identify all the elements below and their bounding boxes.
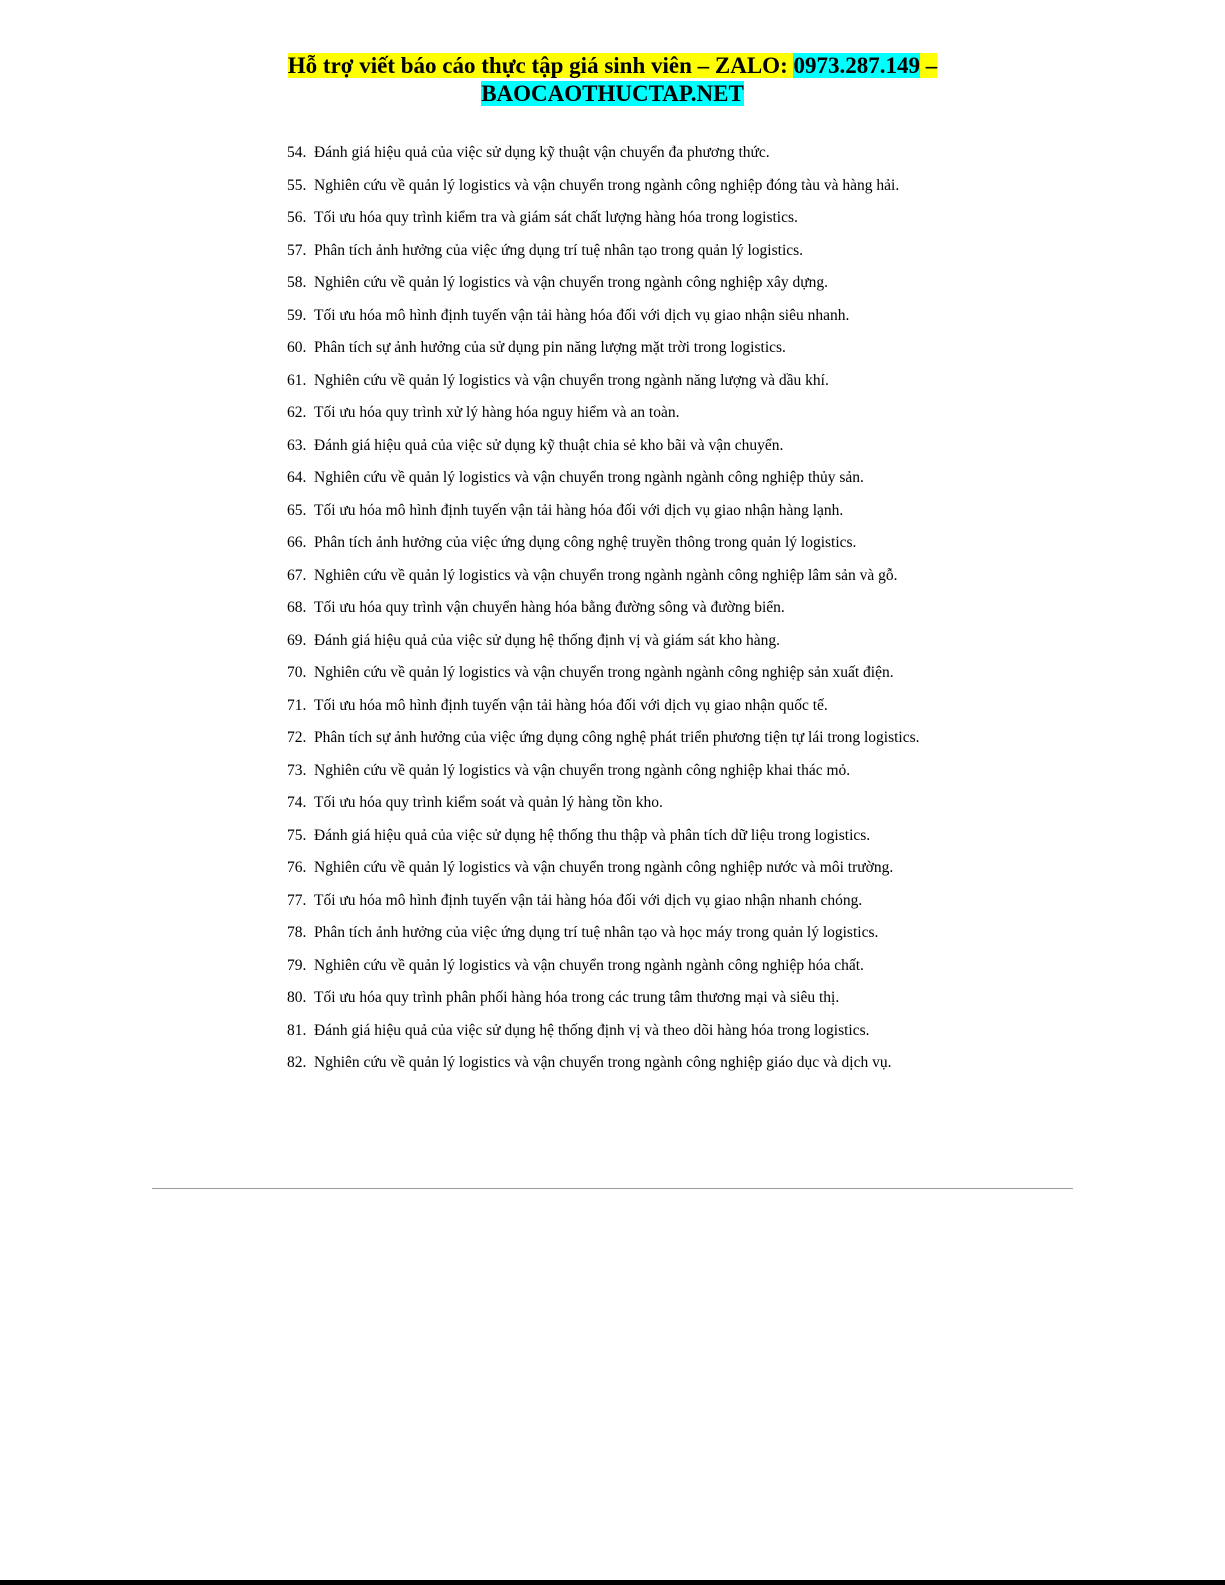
list-item-text: Tối ưu hóa mô hình định tuyến vận tải hàng hóa đối với dịch vụ giao nhận siêu nhanh. — [314, 306, 850, 324]
list-item-number: 65. — [287, 501, 307, 519]
list-item-number: 59. — [287, 306, 307, 324]
list-item-number: 62. — [287, 404, 307, 421]
list-item-number: 71. — [287, 696, 307, 714]
header-line-2 — [0, 80, 1225, 108]
list-item-number: 72. — [287, 729, 307, 746]
list-item-text: Nghiên cứu về quản lý logistics và vận chuyển trong ngành ngành công nghiệp lâm sản và gỗ. — [314, 566, 898, 584]
list-item — [287, 787, 920, 820]
list-item — [287, 755, 920, 788]
list-item-text: Nghiên cứu về quản lý logistics và vận chuyển trong ngành công nghiệp xây dựng. — [314, 274, 828, 291]
list-item-number: 73. — [287, 761, 307, 779]
page-bottom-edge — [0, 1580, 1225, 1585]
list-item-number: 68. — [287, 599, 307, 616]
list-item-number: 76. — [287, 859, 307, 876]
list-item — [287, 885, 920, 918]
list-item — [287, 267, 920, 300]
list-item-number: 64. — [287, 469, 307, 486]
list-item-number: 57. — [287, 241, 307, 259]
list-item — [287, 950, 920, 983]
header-website: BAOCAOTHUCTAP.NET — [481, 81, 744, 106]
list-item — [287, 527, 920, 560]
topic-list — [287, 137, 920, 1080]
list-item — [287, 982, 920, 1015]
list-item-text: Phân tích sự ảnh hưởng của việc ứng dụng công nghệ phát triển phương tiện tự lái trong logistics. — [314, 729, 920, 746]
list-item-text: Nghiên cứu về quản lý logistics và vận chuyển trong ngành ngành công nghiệp thủy sản. — [314, 469, 864, 486]
list-item-number: 70. — [287, 664, 307, 681]
list-item-number: 82. — [287, 1054, 307, 1071]
list-item-text: Nghiên cứu về quản lý logistics và vận chuyển trong ngành công nghiệp giáo dục và dịch vụ. — [314, 1054, 892, 1071]
list-item — [287, 397, 920, 430]
header-phone-number: 0973.287.149 — [793, 53, 920, 78]
page-divider — [152, 1188, 1073, 1189]
list-item-number: 54. — [287, 144, 307, 161]
list-item-text: Nghiên cứu về quản lý logistics và vận chuyển trong ngành ngành công nghiệp hóa chất. — [314, 956, 864, 974]
list-item-text: Tối ưu hóa quy trình phân phối hàng hóa trong các trung tâm thương mại và siêu thị. — [314, 989, 840, 1006]
list-item — [287, 202, 920, 235]
list-item-number: 80. — [287, 989, 307, 1006]
list-item — [287, 657, 920, 690]
list-item-text: Đánh giá hiệu quả của việc sử dụng hệ thống định vị và giám sát kho hàng. — [314, 631, 780, 649]
header-dash: – — [919, 53, 938, 78]
list-item — [287, 495, 920, 528]
list-item-text: Phân tích ảnh hưởng của việc ứng dụng trí tuệ nhân tạo và học máy trong quản lý logistics. — [314, 924, 879, 941]
list-item-text: Nghiên cứu về quản lý logistics và vận chuyển trong ngành năng lượng và dầu khí. — [314, 371, 829, 389]
list-item — [287, 625, 920, 658]
list-item-text: Tối ưu hóa quy trình xử lý hàng hóa nguy hiểm và an toàn. — [314, 404, 680, 421]
list-item-text: Nghiên cứu về quản lý logistics và vận chuyển trong ngành ngành công nghiệp sản xuất điện. — [314, 664, 894, 681]
list-item-number: 79. — [287, 956, 307, 974]
list-item-number: 63. — [287, 436, 307, 454]
list-item-text: Phân tích ảnh hưởng của việc ứng dụng trí tuệ nhân tạo trong quản lý logistics. — [314, 241, 804, 259]
list-item — [287, 690, 920, 723]
list-item-number: 66. — [287, 534, 307, 551]
list-item — [287, 300, 920, 333]
list-item-text: Tối ưu hóa mô hình định tuyến vận tải hàng hóa đối với dịch vụ giao nhận nhanh chóng. — [314, 891, 863, 909]
list-item-text: Đánh giá hiệu quả của việc sử dụng kỹ thuật chia sẻ kho bãi và vận chuyển. — [314, 436, 784, 454]
list-item-text: Phân tích ảnh hưởng của việc ứng dụng công nghệ truyền thông trong quản lý logistics. — [314, 534, 857, 551]
list-item — [287, 332, 920, 365]
list-item-text: Tối ưu hóa quy trình kiểm tra và giám sát chất lượng hàng hóa trong logistics. — [314, 209, 798, 226]
list-item-text: Đánh giá hiệu quả của việc sử dụng kỹ thuật vận chuyển đa phương thức. — [314, 144, 770, 161]
list-item — [287, 235, 920, 268]
list-item-text: Đánh giá hiệu quả của việc sử dụng hệ thống định vị và theo dõi hàng hóa trong logistics. — [314, 1021, 870, 1039]
list-item — [287, 1047, 920, 1080]
list-item-number: 77. — [287, 891, 307, 909]
list-item-number: 61. — [287, 371, 307, 389]
list-item — [287, 560, 920, 593]
list-item-number: 60. — [287, 339, 307, 356]
list-item-number: 67. — [287, 566, 307, 584]
list-item-text: Tối ưu hóa quy trình vận chuyển hàng hóa bằng đường sông và đường biển. — [314, 599, 785, 616]
header-line-1 — [0, 52, 1225, 80]
list-item-text: Nghiên cứu về quản lý logistics và vận chuyển trong ngành công nghiệp khai thác mỏ. — [314, 761, 851, 779]
list-item-text: Phân tích sự ảnh hưởng của sử dụng pin năng lượng mặt trời trong logistics. — [314, 339, 786, 356]
list-item — [287, 592, 920, 625]
list-item-text: Tối ưu hóa mô hình định tuyến vận tải hàng hóa đối với dịch vụ giao nhận quốc tế. — [314, 696, 828, 714]
list-item-number: 58. — [287, 274, 307, 291]
list-item-number: 74. — [287, 794, 307, 811]
list-item — [287, 1015, 920, 1048]
list-item — [287, 820, 920, 853]
list-item-number: 55. — [287, 176, 307, 194]
header-promo-text: Hỗ trợ viết báo cáo thực tập giá sinh viên – ZALO: — [287, 53, 794, 78]
list-item-text: Nghiên cứu về quản lý logistics và vận chuyển trong ngành công nghiệp nước và môi trường. — [314, 859, 894, 876]
list-item-text: Nghiên cứu về quản lý logistics và vận chuyển trong ngành công nghiệp đóng tàu và hàng hải. — [314, 176, 900, 194]
list-item-text: Tối ưu hóa quy trình kiểm soát và quản lý hàng tồn kho. — [314, 794, 663, 811]
list-item-number: 69. — [287, 631, 307, 649]
list-item — [287, 365, 920, 398]
list-item-number: 81. — [287, 1021, 307, 1039]
list-item — [287, 852, 920, 885]
list-item-number: 75. — [287, 826, 307, 844]
list-item — [287, 430, 920, 463]
list-item — [287, 137, 920, 170]
list-item — [287, 722, 920, 755]
list-item-number: 78. — [287, 924, 307, 941]
list-item-number: 56. — [287, 209, 307, 226]
list-item — [287, 917, 920, 950]
page-header — [0, 52, 1225, 108]
list-item-text: Tối ưu hóa mô hình định tuyến vận tải hàng hóa đối với dịch vụ giao nhận hàng lạnh. — [314, 501, 844, 519]
list-item — [287, 462, 920, 495]
list-item — [287, 170, 920, 203]
list-item-text: Đánh giá hiệu quả của việc sử dụng hệ thống thu thập và phân tích dữ liệu trong logistics. — [314, 826, 871, 844]
